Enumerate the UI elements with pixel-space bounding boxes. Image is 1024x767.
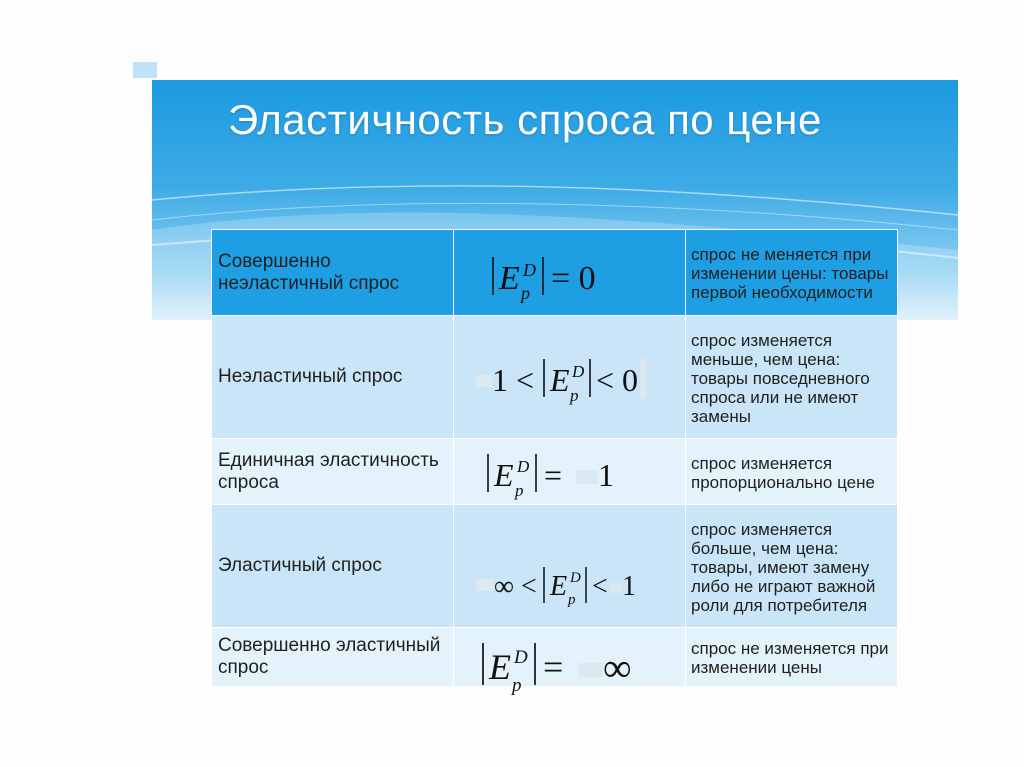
row-name: Неэластичный спрос (212, 316, 454, 439)
formula-sup: D (571, 362, 584, 381)
row-name: Эластичный спрос (212, 505, 454, 628)
row-name: Единичная эластичность спроса (212, 439, 454, 505)
formula-right: 1 (621, 571, 636, 602)
smudge-mark (610, 583, 622, 593)
formula-left: 1 < (491, 362, 534, 398)
formula-sub: p (569, 386, 578, 405)
formula-cell (454, 505, 686, 628)
formula-sub: p (567, 592, 575, 608)
smudge-mark (579, 663, 603, 677)
formula-sup: D (569, 570, 581, 586)
table-row (212, 316, 898, 439)
formula-unit-elastic (480, 442, 660, 502)
smudge-mark (640, 359, 646, 399)
formula-relation: = 0 (550, 259, 596, 297)
row-description: спрос не изменяется при изменении цены (686, 628, 898, 687)
formula-inelastic (470, 345, 670, 409)
row-description: спрос изменяется больше, чем цена: товары, имеют замену либо не играют важной роли для потребителя (686, 505, 898, 628)
formula-sub: p (514, 480, 523, 500)
row-description: спрос не меняется при изменении цены: товары первой необходимости (686, 230, 898, 316)
table-row (212, 628, 898, 687)
formula-relation: < 0 (595, 362, 638, 398)
row-name: Совершенно эластичный спрос (212, 628, 454, 687)
formula-perfectly-inelastic (485, 243, 655, 303)
formula-relation: = (543, 456, 562, 493)
formula-elastic (470, 511, 670, 621)
formula-symbol: E (493, 456, 514, 493)
formula-right: ∞ (602, 645, 632, 690)
formula-relation: < (591, 571, 608, 602)
formula-sub: p (511, 675, 521, 696)
formula-sup: D (516, 456, 529, 476)
smudge-mark (576, 470, 598, 484)
formula-left: ∞ < (493, 571, 537, 602)
formula-cell (454, 230, 686, 316)
formula-cell (454, 439, 686, 505)
formula-sup: D (513, 647, 528, 668)
formula-relation: = (542, 647, 563, 687)
formula-perfectly-elastic (475, 637, 665, 707)
row-description: спрос изменяется меньше, чем цена: товары повседневного спроса или не имеют замены (686, 316, 898, 439)
slide-title: Эластичность спроса по цене (228, 96, 822, 143)
table-row (212, 230, 898, 316)
formula-symbol: E (549, 571, 567, 602)
formula-symbol: E (498, 259, 520, 297)
row-name: Совершенно неэластичный спрос (212, 230, 454, 316)
formula-symbol: E (549, 362, 570, 398)
decorative-square (133, 62, 157, 78)
table-row (212, 439, 898, 505)
formula-cell (454, 628, 686, 696)
formula-sub: p (520, 282, 530, 303)
formula-sup: D (522, 259, 536, 280)
smudge-mark (476, 375, 492, 387)
formula-symbol: E (488, 647, 511, 687)
elasticity-table (211, 229, 898, 696)
row-description: спрос изменяется пропорционально цене (686, 439, 898, 505)
formula-right: 1 (597, 456, 614, 493)
smudge-mark (476, 579, 494, 591)
table-row (212, 505, 898, 628)
formula-cell (454, 316, 686, 439)
